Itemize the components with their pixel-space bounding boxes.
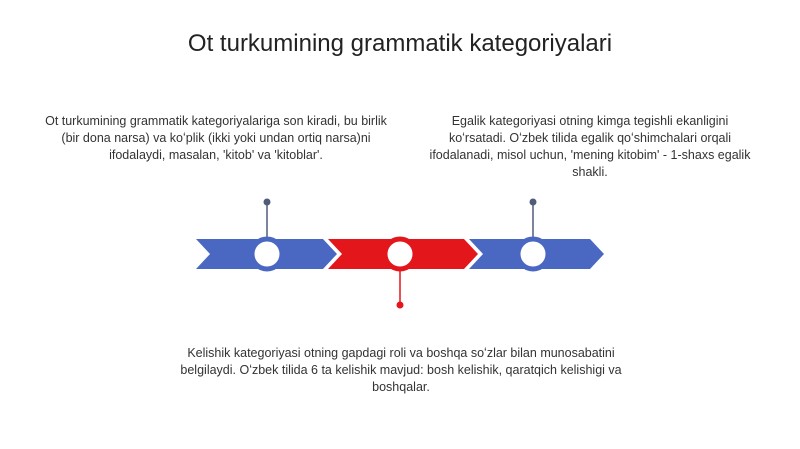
marker-dot-1 [264,199,271,206]
marker-ring-1 [252,239,282,269]
marker-ring-3 [518,239,548,269]
marker-ring-2 [385,239,415,269]
marker-dot-3 [530,199,537,206]
marker-dot-2 [397,302,404,309]
text-block-case-category: Kelishik kategoriyasi otning gapdagi roli va boshqa soʻzlar bilan munosabatini belgilaydi. Oʻzbek tilida 6 ta kelishik mavjud: bosh kelishik, qaratqich kelishigi va boshqalar. [180,346,622,394]
slide-title: Ot turkumining grammatik kategoriyalari [187,30,613,57]
text-block-number-category: Ot turkumining grammatik kategoriyalariga son kiradi, bu birlik (bir dona narsa) va koʻplik (ikki yoki undan ortiq narsa)ni ifodalaydi, masalan, 'kitob' va 'kitoblar'. [45,114,387,162]
text-block-possessive-category: Egalik kategoriyasi otning kimga tegishli ekanligini koʻrsatadi. Oʻzbek tilida egalik qoʻshimchalari orqali ifodalanadi, misol uchun, 'mening kitobim' - 1-shaxs egalik shakli. [429,114,751,179]
